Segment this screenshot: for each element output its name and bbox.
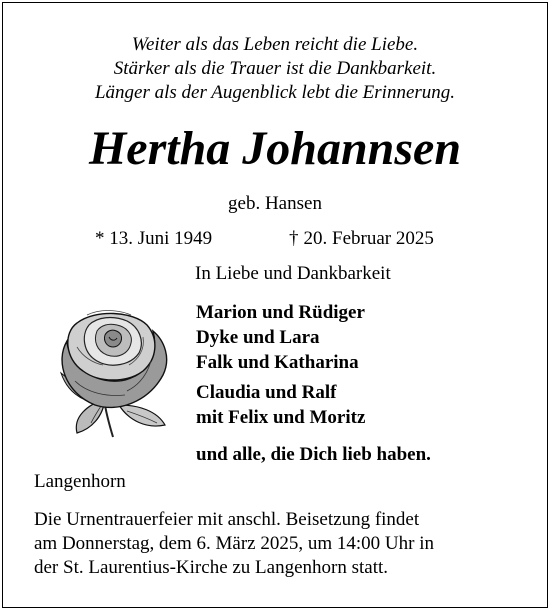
poem-line-3: Länger als der Augenblick lebt die Erinnerung. [94, 82, 456, 103]
mourner-line: mit Felix und Moritz [196, 407, 366, 428]
mourner-line: Falk und Katharina [196, 352, 359, 373]
mourners-list [196, 300, 365, 430]
mourner-line: Marion und Rüdiger [196, 302, 365, 323]
place: Langenhorn [34, 471, 126, 492]
ceremony-line: am Donnerstag, dem 6. März 2025, um 14:00 Uhr in [34, 533, 434, 554]
poem-line-1: Weiter als das Leben reicht die Liebe. [131, 34, 419, 55]
ceremony-line: der St. Laurentius-Kirche zu Langenhorn statt. [34, 557, 389, 578]
cross-icon: † [289, 228, 299, 249]
closing-line: und alle, die Dich lieb haben. [196, 444, 431, 465]
ceremony-line: Die Urnentrauerfeier mit anschl. Beisetzung findet [34, 509, 420, 530]
death-date-line [289, 228, 434, 250]
obituary-notice [2, 2, 548, 608]
mourner-line: Claudia und Ralf [196, 382, 337, 403]
ceremony-details [34, 508, 434, 580]
deceased-name: Hertha Johannsen [88, 122, 462, 175]
death-date: 20. Februar 2025 [303, 228, 434, 249]
mourner-line: Dyke und Lara [196, 327, 320, 348]
birth-date: * 13. Juni 1949 [95, 228, 213, 249]
poem-line-2: Stärker als die Trauer ist die Dankbarkeit. [113, 58, 437, 79]
greeting: In Liebe und Dankbarkeit [195, 263, 391, 284]
rose-illustration [47, 301, 177, 441]
birth-name: geb. Hansen [228, 193, 322, 214]
poem [3, 33, 547, 105]
